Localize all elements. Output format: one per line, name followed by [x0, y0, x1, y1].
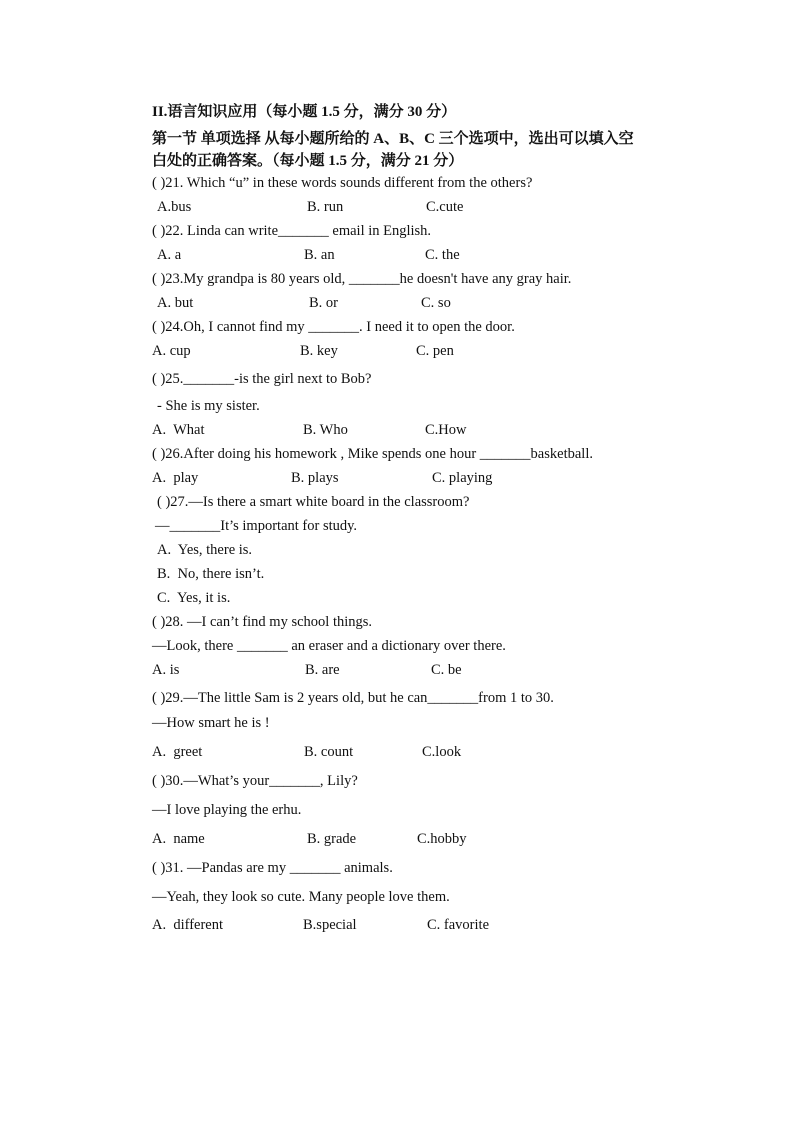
question-22: ( )22. Linda can write_______ email in English.	[152, 223, 432, 239]
part-header-line1: 第一节 单项选择 从每小题所给的 A、B、C 三个选项中，选出可以填入空	[152, 131, 634, 147]
question-28-option-c: C. be	[431, 662, 462, 678]
question-28-option-b: B. are	[305, 662, 340, 678]
question-26-option-b: B. plays	[291, 470, 339, 486]
question-23-option-c: C. so	[421, 295, 451, 311]
question-30: ( )30.—What’s your_______, Lily?	[152, 773, 358, 789]
question-26-option-a: A. play	[152, 470, 199, 486]
question-22-option-c: C. the	[425, 247, 460, 263]
question-23-option-a: A. but	[157, 295, 194, 311]
question-24: ( )24.Oh, I cannot find my _______. I need it to open the door.	[152, 319, 515, 335]
question-31: ( )31. —Pandas are my _______ animals.	[152, 860, 393, 876]
question-28-option-a: A. is	[152, 662, 180, 678]
question-27-line2: —_______It’s important for study.	[155, 518, 358, 534]
question-30-option-c: C.hobby	[417, 831, 467, 847]
question-25-option-a: A. What	[152, 422, 205, 438]
question-25-line2: - She is my sister.	[157, 398, 260, 414]
question-21-option-b: B. run	[307, 199, 344, 215]
question-22-option-a: A. a	[157, 247, 182, 263]
question-27: ( )27.—Is there a smart white board in the classroom?	[157, 494, 470, 510]
question-31-line2: —Yeah, they look so cute. Many people love them.	[152, 889, 450, 905]
question-22-option-b: B. an	[304, 247, 335, 263]
question-27-option-b: B. No, there isn’t.	[157, 566, 265, 582]
question-29: ( )29.—The little Sam is 2 years old, but he can_______from 1 to 30.	[152, 690, 554, 706]
question-28-line2: —Look, there _______ an eraser and a dictionary over there.	[152, 638, 506, 654]
question-30-line2: —I love playing the erhu.	[152, 802, 302, 818]
question-31-option-c: C. favorite	[427, 917, 490, 933]
question-30-option-a: A. name	[152, 831, 205, 847]
question-25-option-c: C.How	[425, 422, 467, 438]
question-29-line2: —How smart he is !	[152, 715, 270, 731]
question-27-option-a: A. Yes, there is.	[157, 542, 253, 558]
question-26-option-c: C. playing	[432, 470, 493, 486]
question-23: ( )23.My grandpa is 80 years old, _______he doesn't have any gray hair.	[152, 271, 572, 287]
question-31-option-b: B.special	[303, 917, 357, 933]
question-25-option-b: B. Who	[303, 422, 348, 438]
question-31-option-a: A. different	[152, 917, 223, 933]
question-28: ( )28. —I can’t find my school things.	[152, 614, 373, 630]
part-header-line2: 白处的正确答案。（每小题 1.5 分，满分 21 分）	[152, 153, 464, 169]
question-29-option-b: B. count	[304, 744, 354, 760]
question-30-option-b: B. grade	[307, 831, 357, 847]
question-25: ( )25._______-is the girl next to Bob?	[152, 371, 372, 387]
question-27-option-c: C. Yes, it is.	[157, 590, 231, 606]
question-21: ( )21. Which “u” in these words sounds different from the others?	[152, 175, 533, 191]
question-23-option-b: B. or	[309, 295, 338, 311]
question-24-option-c: C. pen	[416, 343, 454, 359]
question-29-option-c: C.look	[422, 744, 462, 760]
question-29-option-a: A. greet	[152, 744, 203, 760]
question-21-option-a: A.bus	[157, 199, 192, 215]
section-title: II.语言知识应用（每小题 1.5 分，满分 30 分）	[152, 104, 457, 120]
question-21-option-c: C.cute	[426, 199, 464, 215]
question-24-option-a: A. cup	[152, 343, 191, 359]
question-26: ( )26.After doing his homework , Mike spends one hour _______basketball.	[152, 446, 593, 462]
question-24-option-b: B. key	[300, 343, 338, 359]
